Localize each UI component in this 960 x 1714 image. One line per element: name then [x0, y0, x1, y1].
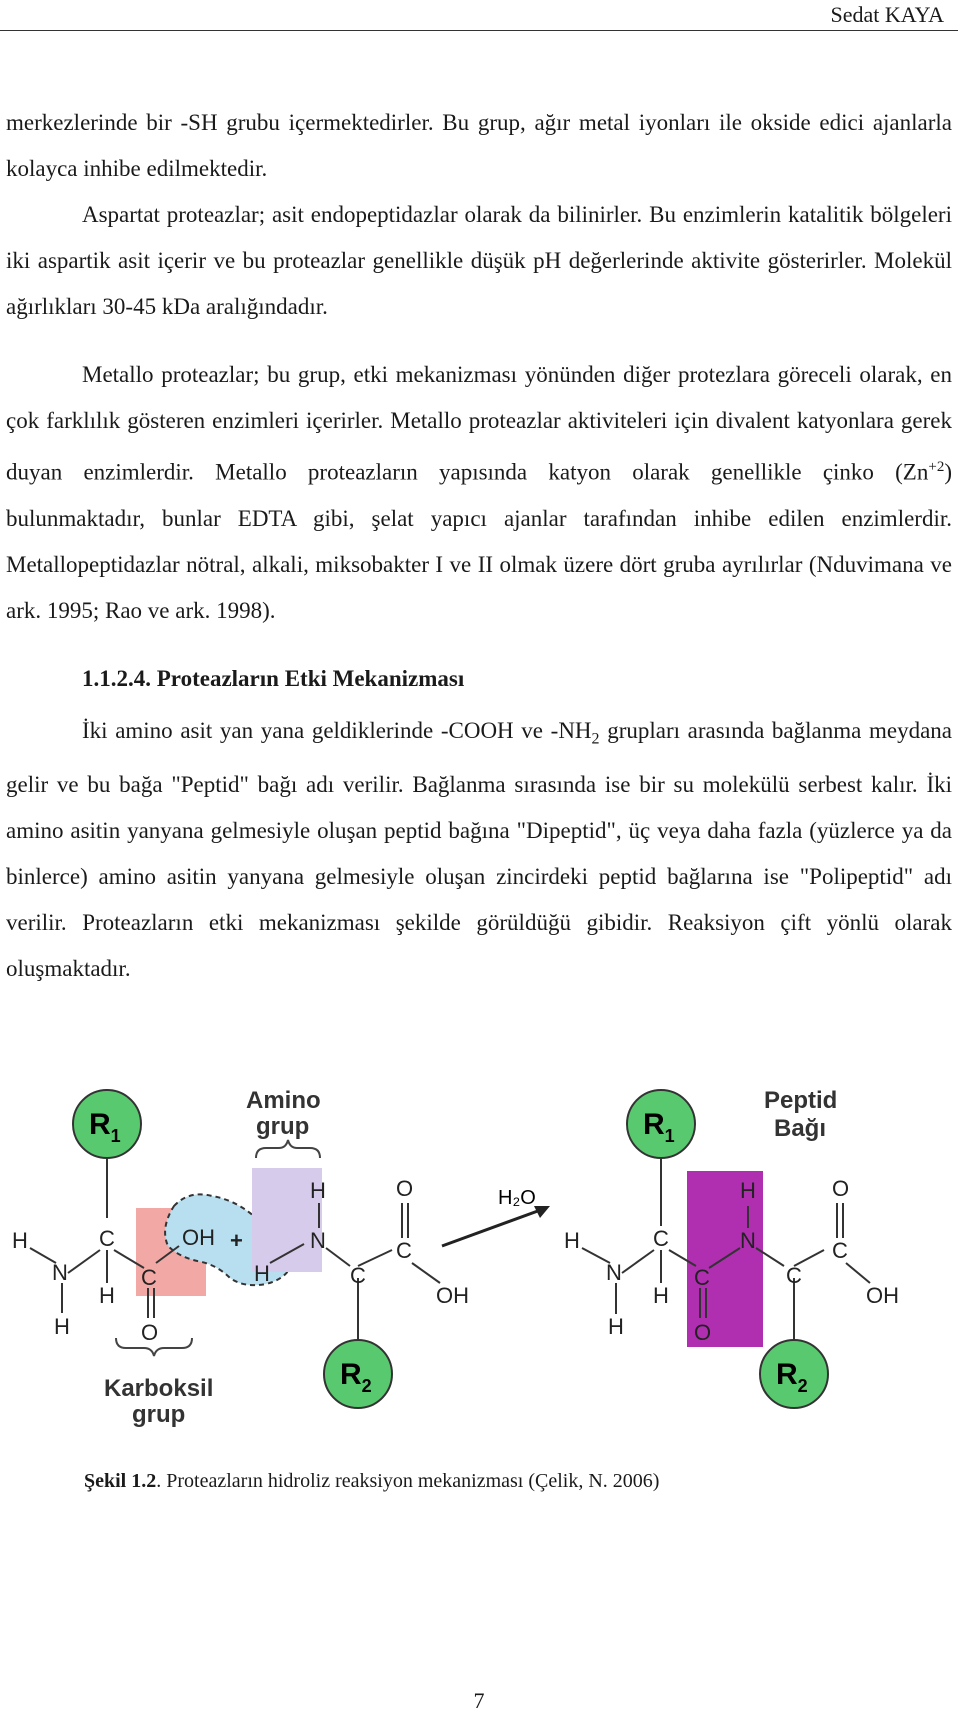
paragraph-sh-group: merkezlerinde bir -SH grubu içermektedirler. Bu grup, ağır metal iyonları ile okside edici ajanlarla kolayca inhibe edilmektedir. — [6, 110, 952, 181]
page-body — [6, 100, 952, 992]
paragraph-peptide — [6, 708, 952, 993]
atom-oh-right-1: OH — [866, 1283, 899, 1308]
figure-caption — [84, 1470, 659, 1493]
reaction-figure — [4, 1078, 910, 1440]
amino-label-line2: grup — [256, 1113, 310, 1140]
atom-h-left-3: H — [99, 1283, 115, 1308]
paragraph-metallo-text-a: Metallo proteazlar; bu grup, etki mekanizması yönünden diğer protezlara göreceli olarak, en çok farklılık gösteren enzimleri içerirler. Metallo proteazlar aktiviteleri için divalent katyonlara gerek duyan enzimlerdir. Metallo proteazların yapısında katyon olarak genellikle çinko (Zn — [6, 362, 952, 485]
atom-n-left-2: N — [310, 1228, 326, 1253]
peptide-label-line1: Peptid — [764, 1087, 838, 1114]
paragraph-peptide-text-b: grupları arasında bağlanma meydana gelir ve bu bağa "Peptid" bağı adı verilir. Bağlanma sırasında ise bir su molekülü serbest kalır. İki amino asitin yanyana gelmesiyle oluşan peptid bağına "Dipeptid", üç veya daha fazla (yüzlerce ya da binlerce) amino asitin yanyana gelmesiyle oluşan zincirdeki peptid bağlarına ise "Polipeptid" adı verilir. Proteazların etki mekanizması şekilde görüldüğü gibidir. Reaksiyon çift yönlü olarak oluşmaktadır. — [6, 717, 952, 982]
atom-oh-left-2: OH — [436, 1283, 469, 1308]
atom-h-left-1: H — [12, 1228, 28, 1253]
page-header — [0, 0, 958, 31]
peptide-reaction-diagram — [4, 1078, 910, 1440]
amino-label-line1: Amino — [246, 1087, 321, 1114]
r2-label-left: $R_2$ — [340, 1358, 372, 1396]
r2-label-right: $R_2$ — [776, 1358, 808, 1396]
atom-o-left-2: O — [396, 1176, 414, 1201]
section-title: Proteazların Etki Mekanizması — [156, 665, 465, 691]
atom-n-left-1: N — [52, 1260, 68, 1285]
atom-h-right-4: H — [740, 1178, 756, 1203]
r1-label-left: $R_1$ — [89, 1108, 121, 1146]
atom-o-left-1: O — [141, 1320, 159, 1345]
atom-c-left-2: C — [141, 1265, 157, 1290]
atom-o-right-1: O — [694, 1320, 712, 1345]
atom-c-right-3: C — [786, 1263, 802, 1288]
r1-label-right: $R_1$ — [643, 1108, 675, 1146]
atom-c-right-4: C — [832, 1238, 848, 1263]
atom-n-right-2: N — [740, 1228, 756, 1253]
zinc-charge: +2 — [928, 459, 945, 475]
nh2-subscript: 2 — [591, 730, 600, 748]
carboxyl-label-line1: Karboksil — [104, 1375, 214, 1402]
atom-o-right-2: O — [832, 1176, 850, 1201]
paragraph-peptide-text-a: İki amino asit yan yana geldiklerinde -COOH ve -NH — [82, 717, 592, 743]
atom-n-right-1: N — [606, 1260, 622, 1285]
paragraph-metallo-text-b: ) bulunmaktadır, bunlar EDTA gibi, şelat yapıcı ajanlar tarafından inhibe edilen enzimlerdir. Metallopeptidazlar nötral, alkali, miksobakter I ve II olmak üzere dört gruba ayrılırlar (Nduvimana ve ark. 1995; Rao ve ark. 1998). — [6, 459, 952, 623]
carboxyl-label-line2: grup — [132, 1401, 186, 1428]
atom-c-right-1: C — [653, 1226, 669, 1251]
caption-text: . Proteazların hidroliz reaksiyon mekanizması (Çelik, N. 2006) — [156, 1470, 660, 1492]
paragraph-aspartate: Aspartat proteazlar; asit endopeptidazlar olarak da bilinirler. Bu enzimlerin katalitik bölgeleri iki aspartik asit içerir ve bu proteazlar genellikle düşük pH değerlerinde aktivite gösterirler. Molekül ağırlıkları 30-45 kDa aralığındadır. — [6, 202, 952, 319]
header-author: Sedat KAYA — [830, 2, 944, 27]
atom-c-right-2: C — [694, 1265, 710, 1290]
atom-c-left-3: C — [350, 1263, 366, 1288]
atom-h-right-3: H — [653, 1283, 669, 1308]
atom-c-left-4: C — [396, 1238, 412, 1263]
plus-sign: + — [230, 1228, 243, 1253]
atom-h-right-2: H — [608, 1314, 624, 1339]
atom-c-left-1: C — [99, 1226, 115, 1251]
atom-oh-left-1: OH — [182, 1225, 215, 1250]
atom-h-right-1: H — [564, 1228, 580, 1253]
section-number: 1.1.2.4. — [82, 665, 151, 691]
page-number: 7 — [473, 1688, 485, 1713]
atom-h-left-2: H — [54, 1314, 70, 1339]
section-heading — [6, 656, 952, 702]
atom-h-left-4: H — [254, 1261, 270, 1286]
peptide-label-line2: Bağı — [774, 1115, 827, 1142]
atom-h-left-5: H — [310, 1178, 326, 1203]
caption-label: Şekil 1.2 — [84, 1470, 157, 1492]
water-label: H₂O — [498, 1187, 536, 1209]
paragraph-metallo — [6, 352, 952, 634]
